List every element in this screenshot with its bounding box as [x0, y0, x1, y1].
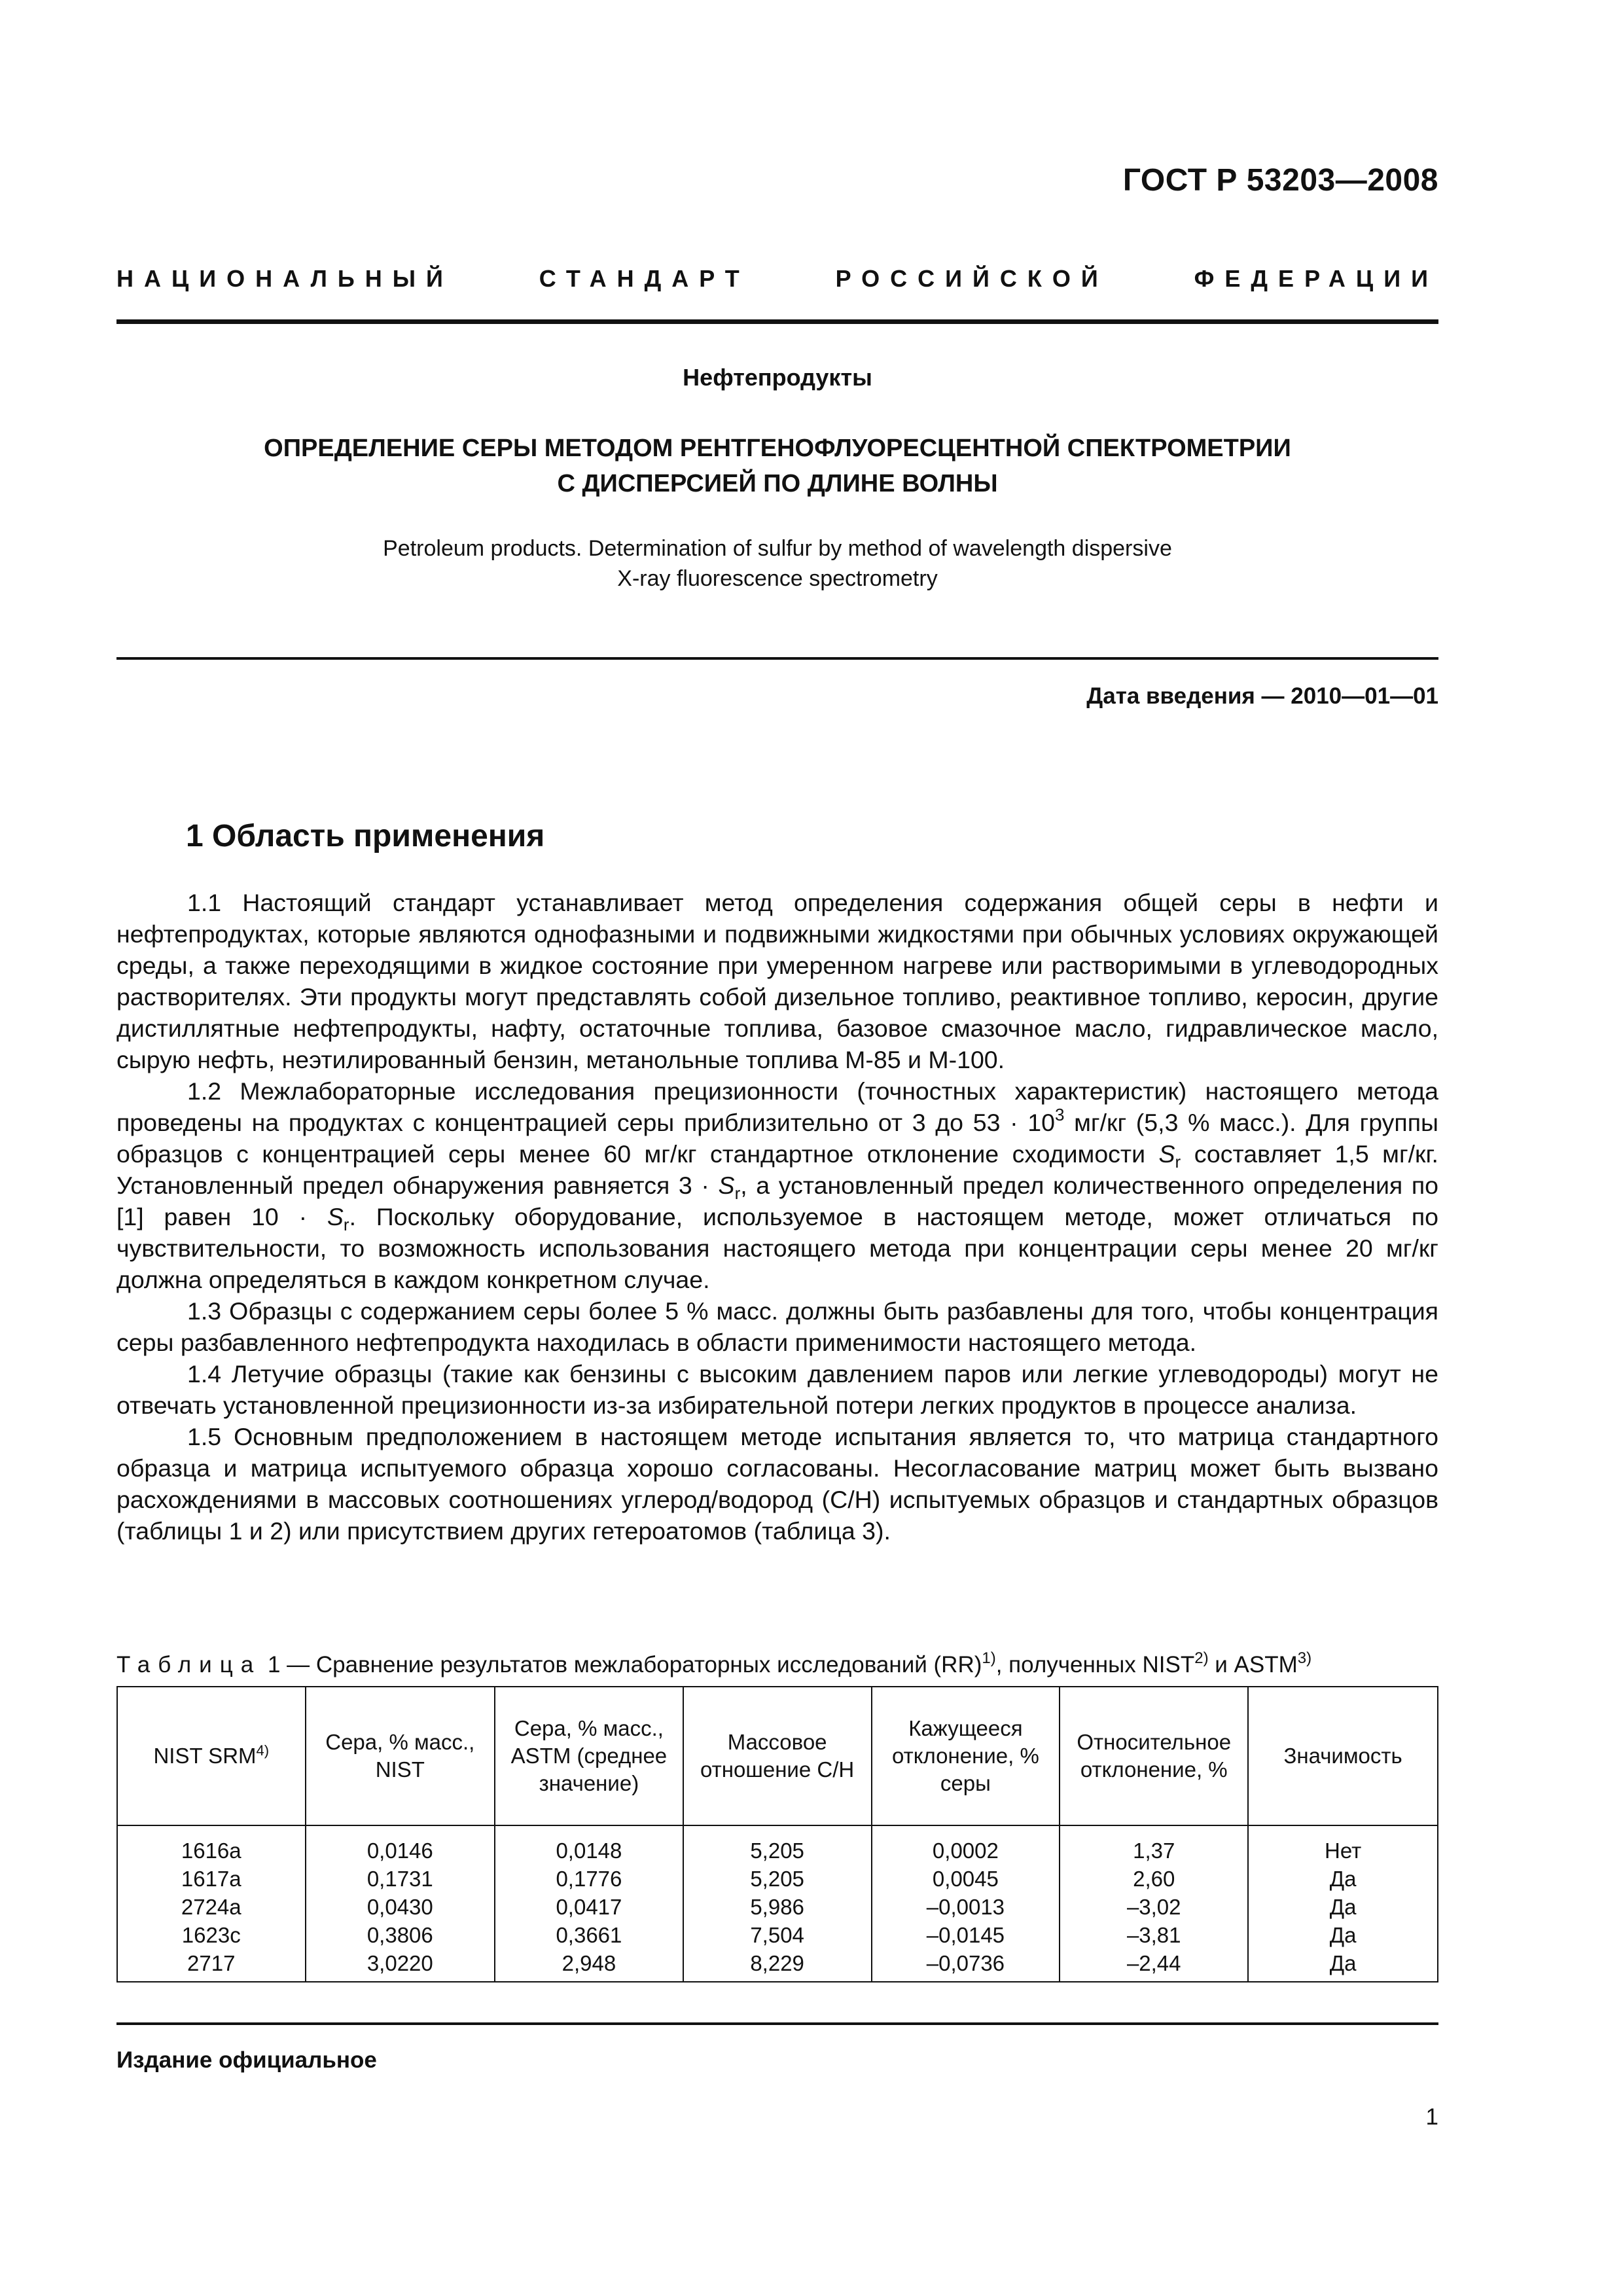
title-line: ОПРЕДЕЛЕНИЕ СЕРЫ МЕТОДОМ РЕНТГЕНОФЛУОРЕСЦЕНТНОЙ СПЕКТРОМЕТРИИ	[264, 435, 1291, 462]
paragraph-1-4: 1.4 Летучие образцы (такие как бензины с высоким давлением паров или легкие углеводороды) могут не отвечать установленной прецизионности из-за избирательной потери легких продуктов в процессе анализа.	[116, 1360, 1438, 1419]
title-line: С ДИСПЕРСИЕЙ ПО ДЛИНЕ ВОЛНЫ	[557, 470, 998, 497]
table-cell: –3,02	[1060, 1893, 1248, 1921]
table-cell: –0,0145	[872, 1921, 1060, 1949]
table-cell: 3,0220	[306, 1949, 495, 1982]
table-cell: 5,205	[683, 1865, 872, 1893]
footnote-mark: 4)	[256, 1742, 270, 1759]
footer-divider	[116, 2022, 1438, 2025]
table-cell: Да	[1248, 1865, 1438, 1893]
heading-word: ФЕДЕРАЦИИ	[1194, 265, 1438, 292]
subscript: r	[1175, 1152, 1181, 1172]
table-row	[117, 1893, 1438, 1921]
section-heading: 1 Область применения	[186, 819, 545, 853]
text-run: . Поскольку оборудование, используемое в настоящем методе, может отличаться по чувствительности, то возможность использования настоящего метода при концентрации серы менее 20 мг/кг должна определяться в каждом конкретном случае.	[116, 1203, 1438, 1293]
column-header	[117, 1687, 306, 1825]
paragraph-1-2	[116, 1075, 1438, 1295]
table-cell: Нет	[1248, 1825, 1438, 1865]
table-cell: 0,0146	[306, 1825, 495, 1865]
table-cell: 0,3661	[495, 1921, 683, 1949]
caption-text: 1 — Сравнение результатов межлабораторных исследований (RR)	[261, 1652, 982, 1677]
table-header-row	[117, 1687, 1438, 1825]
caption-text: , полученных NIST	[995, 1652, 1195, 1677]
table-cell: 1,37	[1060, 1825, 1248, 1865]
exponent: 3	[1055, 1105, 1065, 1124]
table-cell: 0,1731	[306, 1865, 495, 1893]
subscript: r	[734, 1183, 741, 1203]
table-cell: Да	[1248, 1949, 1438, 1982]
table-cell: 2,948	[495, 1949, 683, 1982]
paragraph-1-1: 1.1 Настоящий стандарт устанавливает метод определения содержания общей серы в нефти и нефтепродуктах, которые являются однофазными и подвижными жидкостями при обычных условиях окружающей среды, а также переходящими в жидкое состояние при умеренном нагреве или растворимыми в углеводородных растворителях. Эти продукты могут представлять собой дизельное топливо, реактивное топливо, керосин, другие дистиллятные нефтепродукты, нафту, остаточные топлива, базовое смазочное масло, гидравлическое масло, сырую нефть, неэтилированный бензин, метанольные топлива М-85 и М-100.	[116, 889, 1438, 1073]
official-edition-label: Издание официальное	[116, 2047, 377, 2073]
text-run: , а установленный предел количественного определения по [1] равен 10 ·	[116, 1172, 1438, 1230]
table-cell: 5,205	[683, 1825, 872, 1865]
english-title-line: X-ray fluorescence spectrometry	[617, 566, 938, 591]
table-cell: –0,0013	[872, 1893, 1060, 1921]
table-cell: 8,229	[683, 1949, 872, 1982]
table-cell: 0,1776	[495, 1865, 683, 1893]
heading-word: РОССИЙСКОЙ	[835, 265, 1109, 292]
text-run: 1.2 Межлабораторные исследования прецизионности (точностных характеристик) настоящего метода проведены на продуктах с концентрацией серы приблизительно от 3 до 53 · 10	[116, 1077, 1438, 1136]
table-cell: 0,0417	[495, 1893, 683, 1921]
symbol-s: S	[327, 1203, 344, 1230]
table-label: Таблица	[116, 1652, 262, 1677]
table-cell: 1617a	[117, 1865, 306, 1893]
table-cell: Да	[1248, 1893, 1438, 1921]
symbol-s: S	[1158, 1140, 1175, 1168]
divider	[116, 657, 1438, 660]
document-title	[116, 431, 1438, 501]
table-cell: 0,0045	[872, 1865, 1060, 1893]
column-header: Значимость	[1248, 1687, 1438, 1825]
footnote-mark: 1)	[982, 1649, 996, 1667]
table-cell: 5,986	[683, 1893, 872, 1921]
table-cell: –3,81	[1060, 1921, 1248, 1949]
table-cell: 2,60	[1060, 1865, 1248, 1893]
table-cell: 1623c	[117, 1921, 306, 1949]
heading-word: НАЦИОНАЛЬНЫЙ	[116, 265, 454, 292]
english-title-line: Petroleum products. Determination of sulfur by method of wavelength dispersive	[383, 536, 1172, 561]
paragraph-1-5: 1.5 Основным предположением в настоящем методе испытания является то, что матрица стандартного образца и матрица испытуемого образца хорошо согласованы. Несогласование матриц может быть вызвано расхождениями в массовых соотношениях углерод/водород (С/Н) испытуемых образцов и стандартных образцов (таблицы 1 и 2) или присутствием других гетероатомов (таблица 3).	[116, 1423, 1438, 1545]
table-cell: 0,3806	[306, 1921, 495, 1949]
thick-divider	[116, 319, 1438, 324]
table-cell: 2717	[117, 1949, 306, 1982]
english-title	[116, 533, 1438, 594]
symbol-s: S	[718, 1172, 735, 1199]
column-header: Сера, % масс., ASTM (среднее значение)	[495, 1687, 683, 1825]
column-header: Относительное отклонение, %	[1060, 1687, 1248, 1825]
paragraph-1-3: 1.3 Образцы с содержанием серы более 5 % масс. должны быть разбавлены для того, чтобы концентрация серы разбавленного нефтепродукта находилась в области применимости настоящего метода.	[116, 1297, 1438, 1356]
table-cell: 0,0002	[872, 1825, 1060, 1865]
national-standard-heading	[116, 265, 1438, 293]
page-number: 1	[1425, 2104, 1438, 2130]
standard-number: ГОСТ Р 53203—2008	[1122, 163, 1438, 198]
heading-word: СТАНДАРТ	[539, 265, 750, 292]
text-run: составляет 1,5 мг/кг. Установленный предел обнаружения равняется 3 ·	[116, 1140, 1438, 1199]
table-row	[117, 1825, 1438, 1865]
table-cell: –2,44	[1060, 1949, 1248, 1982]
text-run: мг/кг (5,3 % масс.). Для группы образцов с концентрацией серы менее 60 мг/кг стандартное отклонение сходимости	[116, 1109, 1438, 1168]
table-caption	[116, 1649, 1438, 1678]
comparison-table	[116, 1686, 1438, 1982]
section-body	[116, 887, 1438, 1547]
table-cell: 0,0430	[306, 1893, 495, 1921]
caption-text: и ASTM	[1208, 1652, 1298, 1677]
column-header: Сера, % масс., NIST	[306, 1687, 495, 1825]
table-cell: 1616a	[117, 1825, 306, 1865]
table-row	[117, 1921, 1438, 1949]
table-cell: 2724a	[117, 1893, 306, 1921]
header-text: NIST SRM	[153, 1744, 257, 1768]
table-cell: Да	[1248, 1921, 1438, 1949]
column-header: Массовое отношение С/Н	[683, 1687, 872, 1825]
table-cell: 7,504	[683, 1921, 872, 1949]
introduction-date: Дата введения — 2010—01—01	[1086, 683, 1438, 709]
footnote-mark: 2)	[1194, 1649, 1209, 1667]
table-row	[117, 1865, 1438, 1893]
subscript: r	[343, 1215, 349, 1234]
table-cell: –0,0736	[872, 1949, 1060, 1982]
footnote-mark: 3)	[1297, 1649, 1312, 1667]
document-subject: Нефтепродукты	[683, 364, 872, 391]
table-cell: 0,0148	[495, 1825, 683, 1865]
table-row	[117, 1949, 1438, 1982]
column-header: Кажущееся отклонение, % серы	[872, 1687, 1060, 1825]
